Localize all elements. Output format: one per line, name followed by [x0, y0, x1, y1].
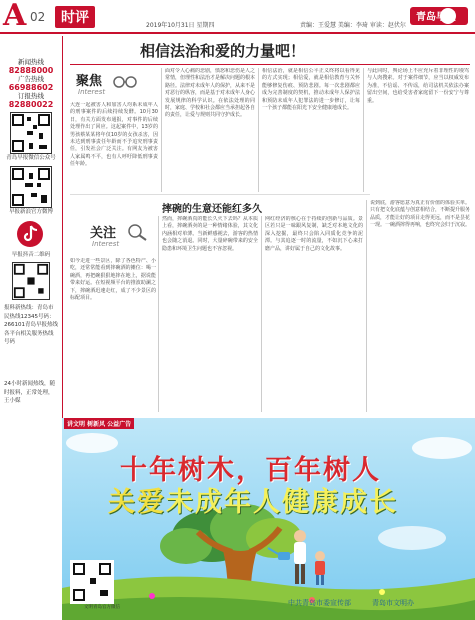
attention-column-subtitle: Interest: [92, 240, 120, 248]
ad-headline-2-prefix: 关爱: [108, 487, 166, 518]
article1-title: 相信法治和爱的力量吧！: [140, 42, 306, 60]
article1-col3: 相信法治，就是相信公平正义终将以看得见的方式实现；相信爱，就是相信教育与关怀能够修复伤痕、预防悲剧。每一次悲剧都应成为完善制度的契机，推动未成年人保护法和预防未成年人犯罪法的进一步修订，让每一个孩子都能在阳光下安全健康地成长。: [262, 68, 360, 112]
article1-col4: 与此同时，舆论场上不应充斥着非理性的谩骂与人肉搜索。对于案件细节，应当以权威发布为准，不信谣、不传谣，给司法机关依法办案留出空间，也给受害者家庭留下一份安宁与尊重。: [367, 68, 469, 104]
magnifier-icon: [126, 222, 150, 242]
douyin-logo-icon: [16, 220, 44, 248]
ad-headline-1: 十年树木，百年树人: [120, 455, 381, 486]
ad-headline-2-rest: 未成年人健康成长: [166, 487, 398, 518]
weibo-qr-code: [10, 166, 52, 208]
brand-text: 青岛早报: [416, 12, 456, 23]
weibo-qr-caption: 早报新浪官方微博: [8, 209, 53, 215]
column-divider: [363, 68, 364, 192]
hotline-label-subscribe: 订报热线: [18, 92, 44, 100]
page-letter: A: [3, 0, 27, 33]
hotline-note-2: 24小时新闻热线，随时报料，正常处理，王小媒: [4, 381, 55, 404]
ad-headline-2: [108, 480, 398, 519]
article2-col1: 如今走进一些景区，除了各色特产、小吃，还常常能看到摔碗酒的摊位：喝一碗酒，再把碗狠狠地摔在地上，据说能带来好运。在短视频平台的推波助澜之下，摔碗酒迅速走红，成了不少景区的标配项目。: [70, 258, 156, 302]
column-divider: [158, 216, 159, 412]
column-divider: [261, 216, 262, 412]
wechat-qr-code: [10, 112, 52, 154]
ad-sponsor-2: 青岛市文明办: [372, 599, 414, 607]
brand-logo: [410, 4, 468, 28]
focus-column-subtitle: Interest: [78, 88, 106, 96]
hotline-number-ads: 66988602: [8, 83, 54, 92]
column-divider: [366, 200, 367, 412]
ad-sponsor-1: 中共青岛市委宣传部: [288, 599, 351, 607]
attention-column-title: 关注: [90, 226, 117, 241]
article1-col2: 面对令人心痛的悲剧，愤怒和悲伤是人之常情，但理性和法治才是解决问题的根本路径。法律对未成年人的保护，从来不是对恶行的纵容，而是基于对未成年人身心发展规律的科学认识。在依法处理的同时，家庭、学校和社会都应当承担起各自的责任，让爱与规则共同守护成长。: [165, 68, 255, 119]
hotline-note: 报料新热线：青岛市民热线12345号码：266101青岛早报热线各平台相关服务热线号码: [4, 305, 58, 345]
article2-title: 摔碗的生意还能红多久: [162, 204, 262, 215]
article2-col4: 说到底，游客愿意为真正有价值的体验买单。只有把文化底蕴与创意相结合，不断提升服务品质，才能让好的项目走得更远，而不是昙花一现。一碗酒摔得再响，也终究会归于沉寂。: [370, 200, 470, 229]
glasses-icon: [112, 72, 138, 90]
hotline-number-subscribe: 82880022: [8, 100, 54, 109]
article2-col2: 然而，摔碗酒真的能长久火下去吗？从本质上看，摔碗酒卖的是一种情绪体验，其文化内涵相对单薄。当新鲜感褪去，游客的热情也会随之消退。同时，大量碎碗带来的安全隐患和环境卫生问题也不容忽视。: [162, 216, 258, 252]
douyin-caption: 早报抖音二维码: [11, 252, 51, 258]
page-number: 02: [30, 10, 46, 24]
wechat-qr-caption: 青岛早报微信公众号: [6, 155, 56, 161]
focus-column-title: 聚焦: [76, 74, 103, 89]
column-divider: [258, 68, 259, 192]
ad-qr-caption: 文明青岛官方微信: [84, 605, 120, 610]
editor-credits: 责编：王爱慧 美编：李琦 审读：赵伏尔: [300, 22, 406, 29]
title-divider: [70, 64, 470, 65]
douyin-qr-code: [12, 262, 50, 300]
issue-date: 2019年10月31日 星期四: [146, 22, 215, 29]
section-badge: 时评: [55, 6, 95, 28]
hotline-number-news: 82888000: [8, 66, 54, 75]
section-divider: [70, 194, 370, 195]
ad-tag: 讲文明 树新风 公益广告: [64, 418, 134, 429]
article1-col1: 大连一起被害人和加害人均系未成年人的刑事案件的后续持续发酵。10月30日，有关方面发布通报，对事件的后续处理作出了回应。这起案件中，13岁的男孩蔡某某将年仅10岁的女孩杀害，因未达到刑事责任年龄而不予追究刑事责任，引发社会广泛关注。有网友为被害人家属鸣不平，也有人呼吁降低刑事责任年龄。: [70, 102, 158, 168]
column-divider: [161, 68, 162, 192]
article2-col3: 网红经济的核心在于持续的创新与品质。景区若只是一味跟风复制，缺乏对本地文化的深入挖掘，最终只会陷入同质化竞争的泥潭。与其追逐一时的流量，不如沉下心来打磨产品，讲好属于自己的文化故事。: [265, 216, 363, 252]
page-header: [0, 0, 475, 34]
hotline-label-news: 新闻热线: [18, 58, 44, 66]
hotline-label-ads: 广告热线: [18, 75, 44, 83]
